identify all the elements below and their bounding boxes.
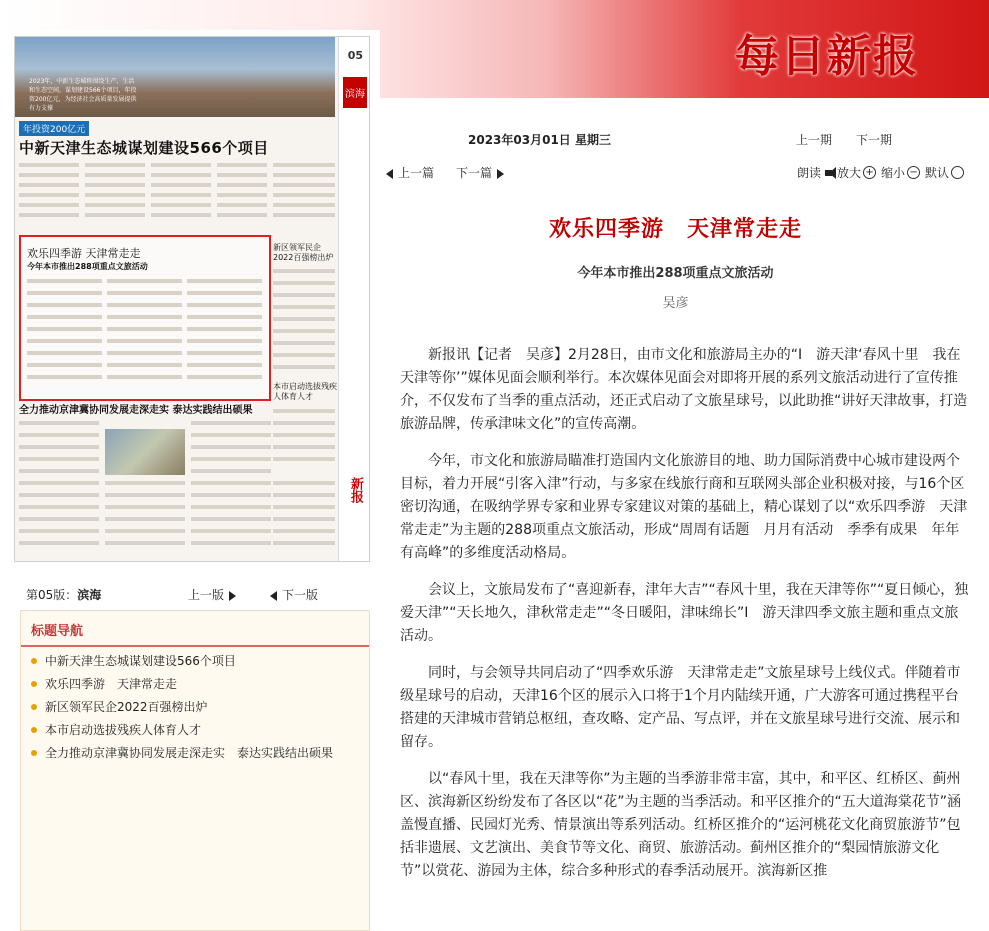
paper-text-line <box>273 421 335 425</box>
paper-text-line <box>19 481 99 485</box>
issue-date: 2023年03月01日 星期三 <box>468 133 611 147</box>
nav-item[interactable] <box>31 695 333 718</box>
article-author: 吴彦 <box>662 296 689 311</box>
next-edition-link[interactable] <box>270 586 318 603</box>
paper-text-line <box>27 363 102 367</box>
paper-text-line <box>191 505 271 509</box>
paper-photo-caption: 2023年，中新生态城将围绕生产、生活和生态空间，谋划建设566个项目，年投资200亿元，为经济社会高质量发展提供有力支撑 <box>29 78 137 112</box>
paper-text-line <box>187 363 262 367</box>
paper-text-line <box>19 517 99 521</box>
edition-label <box>26 586 101 603</box>
nav-item-label: 欢乐四季游 天津常走走 <box>45 677 178 691</box>
speaker-icon <box>825 170 832 176</box>
paper-text-line <box>187 279 262 283</box>
paper-text-line <box>27 315 102 319</box>
article-paragraph: 同时，与会领导共同启动了“四季欢乐游 天津常走走”文旅星球号上线仪式。伴随着市级星球号的启动，天津16个区的展示入口将于1个月内陆续开通，广大游客可通过携程平台搭建的天津城市营销总枢纽，查攻略、定产品、写点评，并在文旅星球号进行交流、展示和留存。 <box>400 665 961 750</box>
paper-text-line <box>273 481 335 485</box>
next-article-link[interactable] <box>456 164 504 181</box>
circle-icon <box>951 166 964 179</box>
paper-text-line <box>191 481 271 485</box>
default-size-button[interactable] <box>925 164 964 181</box>
paper-text-line <box>217 213 267 217</box>
paper-text-line <box>273 203 335 207</box>
bullet-icon <box>31 658 37 664</box>
zoom-out-label: 缩小 <box>881 166 906 180</box>
paper-text-line <box>27 327 102 331</box>
paper-text-line <box>217 193 267 197</box>
paper-text-line <box>85 203 145 207</box>
zoom-out-button[interactable] <box>881 164 920 181</box>
title-navigation <box>20 610 370 931</box>
paper-cover-photo <box>15 37 335 117</box>
paper-text-line <box>273 305 335 309</box>
paper-logo: 新报 <box>348 477 363 503</box>
paper-text-line <box>273 183 335 187</box>
paper-text-line <box>151 203 211 207</box>
edition-bar <box>14 584 368 604</box>
article-body <box>400 344 970 897</box>
paper-text-line <box>273 541 335 545</box>
nav-item[interactable] <box>31 741 333 764</box>
paper-text-line <box>273 341 335 345</box>
edition-label-prefix: 第05版： <box>26 588 78 602</box>
paper-text-line <box>27 279 102 283</box>
paper-page-number: 05 <box>347 49 363 62</box>
paper-text-line <box>273 457 335 461</box>
paper-text-line <box>273 493 335 497</box>
paper-text-line <box>273 193 335 197</box>
bullet-icon <box>31 727 37 733</box>
plus-icon: + <box>863 166 876 179</box>
paper-text-line <box>273 281 335 285</box>
paper-text-line <box>105 481 185 485</box>
article-panel <box>382 100 989 929</box>
next-issue-link[interactable]: 下一期 <box>856 133 893 147</box>
nav-item-label: 本市启动选拔残疾人体育人才 <box>45 723 202 737</box>
prev-article-link[interactable] <box>386 164 434 181</box>
paper-section-label: 滨海 <box>343 77 367 108</box>
paper-text-line <box>85 173 145 177</box>
read-aloud-button[interactable] <box>797 164 832 181</box>
paper-text-line <box>85 193 145 197</box>
paper-text-line <box>273 173 335 177</box>
paper-text-line <box>191 457 271 461</box>
paper-text-line <box>105 529 185 533</box>
paper-text-line <box>107 303 182 307</box>
nav-item-label: 新区领军民企2022百强榜出炉 <box>45 700 208 714</box>
paper-text-line <box>273 317 335 321</box>
arrow-left-icon <box>386 169 393 179</box>
paper-inline-photo <box>105 429 185 475</box>
highlight-subtitle: 今年本市推出288项重点文旅活动 <box>27 262 148 271</box>
paper-text-line <box>107 291 182 295</box>
zoom-in-label: 放大 <box>837 166 862 180</box>
paper-text-line <box>187 303 262 307</box>
reading-tools <box>797 164 964 181</box>
paper-text-line <box>273 505 335 509</box>
paper-text-line <box>187 339 262 343</box>
paper-text-line <box>273 293 335 297</box>
paper-text-line <box>191 541 271 545</box>
minus-icon: − <box>907 166 920 179</box>
paper-text-line <box>273 213 335 217</box>
paper-text-line <box>273 269 335 273</box>
paper-text-line <box>107 315 182 319</box>
paper-text-line <box>27 351 102 355</box>
paper-text-line <box>273 517 335 521</box>
paper-headline[interactable]: 中新天津生态城谋划建设566个项目 <box>19 139 269 157</box>
prev-edition-link[interactable] <box>188 586 236 603</box>
nav-header <box>21 611 369 647</box>
nav-item[interactable] <box>31 672 333 695</box>
paper-text-line <box>191 493 271 497</box>
paper-right-headline-2[interactable]: 本市启动选拔残疾人体育人才 <box>273 382 337 401</box>
paper-text-line <box>107 339 182 343</box>
zoom-in-button[interactable] <box>837 164 876 181</box>
edition-name: 滨海 <box>77 588 102 602</box>
bullet-icon <box>31 750 37 756</box>
paper-text-line <box>107 327 182 331</box>
paper-text-line <box>19 541 99 545</box>
paper-text-line <box>107 279 182 283</box>
paper-text-line <box>191 469 271 473</box>
paper-text-line <box>273 353 335 357</box>
paper-text-line <box>19 163 79 167</box>
prev-issue-link[interactable]: 上一期 <box>796 133 833 147</box>
prev-edition-label: 上一版 <box>188 588 225 602</box>
paper-text-line <box>187 375 262 379</box>
paper-text-line <box>27 291 102 295</box>
nav-title: 标题导航 <box>31 624 84 639</box>
paper-side-strip <box>338 37 369 561</box>
next-article-label: 下一篇 <box>456 166 493 180</box>
masthead-title: 每日新报 <box>735 31 919 82</box>
bullet-icon <box>31 704 37 710</box>
paper-text-line <box>273 163 335 167</box>
paper-text-line <box>19 183 79 187</box>
paper-text-line <box>151 163 211 167</box>
paper-text-line <box>273 365 335 369</box>
paper-text-line <box>19 457 99 461</box>
arrow-left-icon <box>270 591 277 601</box>
paper-text-line <box>27 303 102 307</box>
paper-text-line <box>187 291 262 295</box>
nav-item-label: 中新天津生态城谋划建设566个项目 <box>45 654 236 668</box>
paper-text-line <box>105 541 185 545</box>
article-paragraph: 今年，市文化和旅游局瞄准打造国内文化旅游目的地、助力国际消费中心城市建设两个目标，着力开展“引客入津”行动，与多家在线旅行商和互联网头部企业积极对接，与16个区密切沟通，在吸纳学界专家和业界专家建议对策的基础上，精心谋划了以“欢乐四季游 天津常走走”为主题的288项重点文旅活动，形成“周周有话题 月月有活动 季季有成果 年年有高峰”的多维度活动格局。 <box>400 453 968 561</box>
nav-item[interactable] <box>31 649 333 672</box>
paper-text-line <box>107 351 182 355</box>
nav-item[interactable] <box>31 718 333 741</box>
newspaper-page-thumbnail[interactable] <box>14 36 370 562</box>
paper-text-line <box>19 445 99 449</box>
paper-text-line <box>85 183 145 187</box>
paper-text-line <box>273 329 335 333</box>
next-edition-label: 下一版 <box>282 588 319 602</box>
read-aloud-label: 朗读 <box>797 166 822 180</box>
paper-mid-headline[interactable]: 全力推动京津冀协同发展走深走实 泰达实践结出硕果 <box>19 405 253 416</box>
paper-text-line <box>187 351 262 355</box>
paper-text-line <box>105 505 185 509</box>
paper-text-line <box>27 375 102 379</box>
paper-text-line <box>85 213 145 217</box>
paper-text-line <box>19 505 99 509</box>
paper-text-line <box>191 517 271 521</box>
arrow-right-icon <box>229 591 236 601</box>
paper-text-line <box>107 375 182 379</box>
paper-text-line <box>191 445 271 449</box>
paper-text-line <box>217 173 267 177</box>
nav-item-label: 全力推动京津冀协同发展走深走实 泰达实践结出硕果 <box>45 746 334 760</box>
paper-text-line <box>107 363 182 367</box>
paper-text-line <box>273 529 335 533</box>
bullet-icon <box>31 681 37 687</box>
prev-article-label: 上一篇 <box>398 166 435 180</box>
paper-text-line <box>27 339 102 343</box>
paper-text-line <box>217 203 267 207</box>
paper-text-line <box>19 469 99 473</box>
paper-text-line <box>151 173 211 177</box>
paper-text-line <box>273 445 335 449</box>
paper-text-line <box>19 213 79 217</box>
paper-right-headline-1[interactable]: 新区领军民企2022百强榜出炉 <box>273 243 334 262</box>
article-paragraph: 新报讯【记者 吴彦】2月28日，由市文化和旅游局主办的“I 游天津‘春风十里 我在天津等你’”媒体见面会顺利举行。本次媒体见面会对即将开展的系列文旅活动进行了宣传推介，不仅发布了当季的重点活动，还正式启动了文旅星球号，以此助推“讲好天津故事，打造旅游品牌，传承津味文化”的宣传高潮。 <box>400 347 968 432</box>
paper-text-line <box>151 213 211 217</box>
paper-text-line <box>19 203 79 207</box>
paper-text-line <box>217 183 267 187</box>
paper-text-line <box>19 433 99 437</box>
paper-text-line <box>105 517 185 521</box>
paper-text-line <box>191 421 271 425</box>
paper-text-line <box>191 433 271 437</box>
paper-text-line <box>19 193 79 197</box>
paper-text-line <box>187 327 262 331</box>
paper-text-line <box>19 173 79 177</box>
article-paragraph: 会议上，文旅局发布了“喜迎新春，津年大吉”“春风十里，我在天津等你”“夏日倾心，独爱天津”“天长地久，津秋常走走”“冬日暖阳，津味绵长”I 游天津四季文旅主题和重点文旅活动。 <box>400 582 969 644</box>
paper-text-line <box>191 529 271 533</box>
paper-text-line <box>273 409 335 413</box>
paper-text-line <box>105 493 185 497</box>
article-subtitle: 今年本市推出288项重点文旅活动 <box>577 266 774 281</box>
default-size-label: 默认 <box>925 166 950 180</box>
article-paragraph: 以“春风十里，我在天津等你”为主题的当季游非常丰富，其中，和平区、红桥区、蓟州区、滨海新区纷纷发布了各区以“花”为主题的当季活动。和平区推介的“五大道海棠花节”涵盖慢直播、民园灯光秀、情景演出等系列活动。红桥区推介的“运河桃花文化商贸旅游节”包括非遗展、文艺演出、美食节等文化、商贸、旅游活动。蓟州区推介的“梨园情旅游文化节”以赏花、游园为主体，综合多种形式的春季活动展开。滨海新区推 <box>400 771 962 879</box>
nav-list <box>31 649 333 764</box>
paper-text-line <box>19 421 99 425</box>
arrow-right-icon <box>497 169 504 179</box>
paper-text-line <box>273 433 335 437</box>
paper-text-line <box>217 163 267 167</box>
highlight-title: 欢乐四季游 天津常走走 <box>27 247 141 260</box>
paper-text-line <box>187 315 262 319</box>
paper-text-line <box>151 193 211 197</box>
article-title: 欢乐四季游 天津常走走 <box>548 217 802 242</box>
paper-highlight-article[interactable] <box>19 235 271 401</box>
paper-tag: 年投资200亿元 <box>19 121 89 136</box>
paper-text-line <box>85 163 145 167</box>
paper-text-line <box>151 183 211 187</box>
paper-text-line <box>19 493 99 497</box>
paper-text-line <box>19 529 99 533</box>
